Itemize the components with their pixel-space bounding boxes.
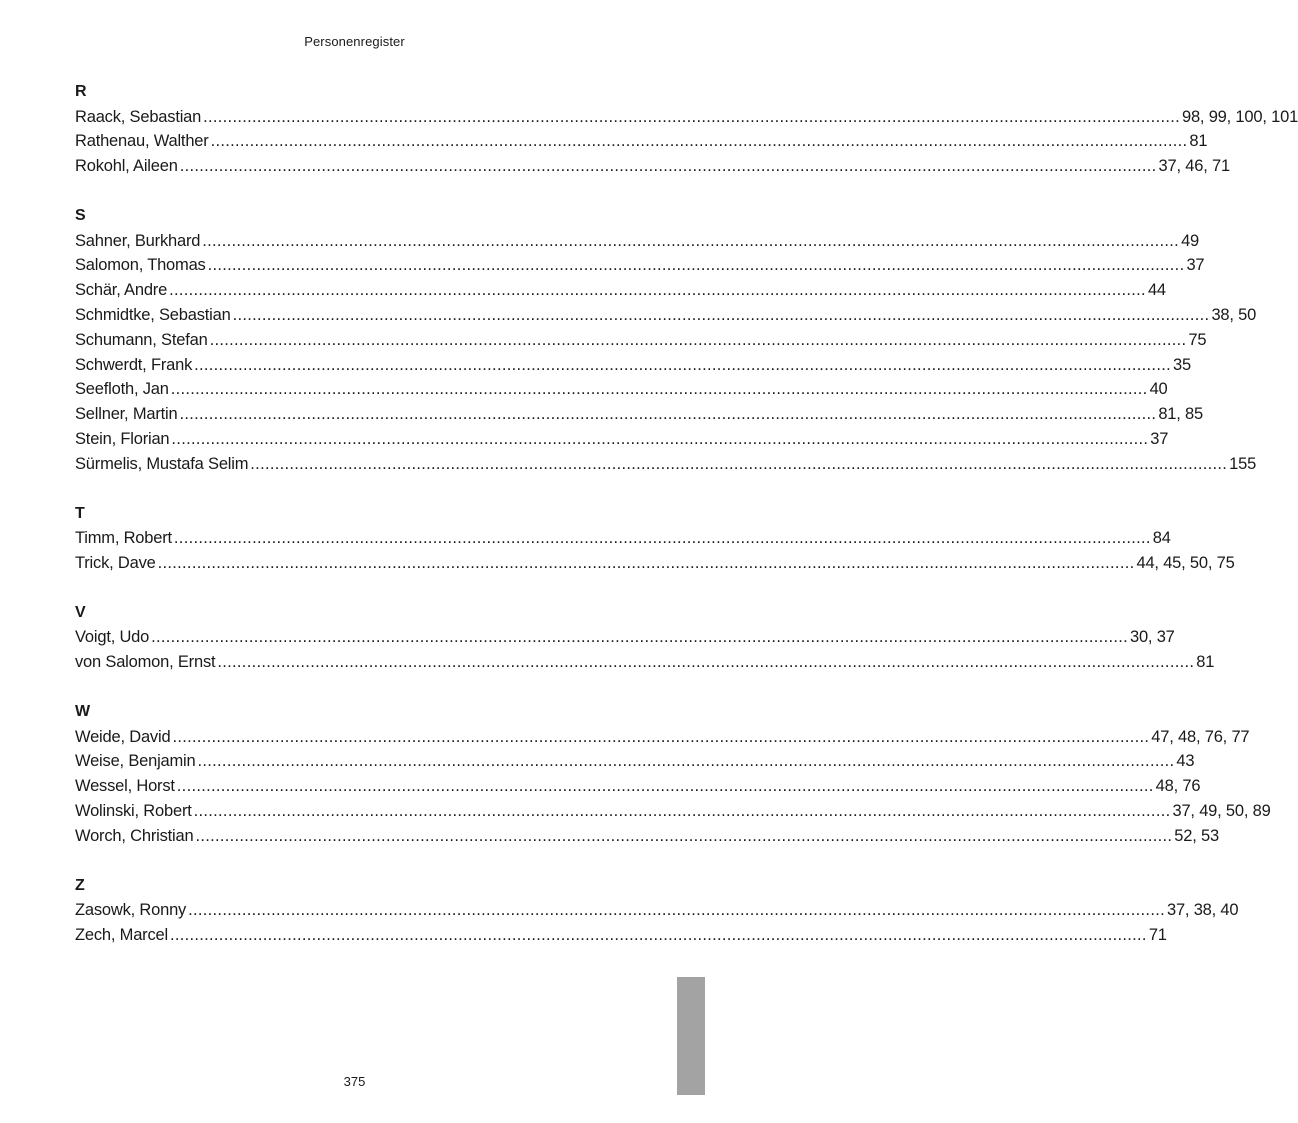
dot-leader: ........................................................................................................................................................................................................ <box>217 653 1195 672</box>
dot-leader: ........................................................................................................................................................................................................ <box>170 380 1148 399</box>
dot-leader: ........................................................................................................................................................................................................ <box>193 801 1171 820</box>
index-entry <box>75 377 1168 402</box>
index-entry <box>75 625 1175 650</box>
entry-pages: 35 <box>1172 355 1191 374</box>
index-entry <box>75 328 1207 353</box>
entry-pages: 81 <box>1196 653 1215 672</box>
dot-leader: ........................................................................................................................................................................................................ <box>194 355 1171 374</box>
entry-name: Trick, Dave <box>75 553 156 572</box>
dot-leader: ........................................................................................................................................................................................................ <box>197 752 1175 771</box>
index-section-t <box>75 502 1235 576</box>
entry-name: Wolinski, Robert <box>75 801 192 820</box>
dot-leader: ........................................................................................................................................................................................................ <box>151 628 1128 647</box>
entry-pages: 48, 76 <box>1155 777 1201 796</box>
index-entry <box>75 129 1208 154</box>
entry-name: Weise, Benjamin <box>75 752 196 771</box>
entry-pages: 81, 85 <box>1158 405 1203 424</box>
entry-pages: 81 <box>1189 132 1208 151</box>
dot-leader: ........................................................................................................................................................................................................ <box>172 727 1150 746</box>
index-section-v <box>75 601 1215 675</box>
dot-leader: ........................................................................................................................................................................................................ <box>232 305 1210 324</box>
dot-leader: ........................................................................................................................................................................................................ <box>209 330 1187 349</box>
entry-pages: 37 <box>1150 429 1169 448</box>
index-entry <box>75 427 1169 452</box>
entry-pages: 98, 99, 100, 101 <box>1181 107 1298 126</box>
index-entry <box>75 749 1195 774</box>
dot-leader: ........................................................................................................................................................................................................ <box>173 529 1151 548</box>
dot-leader: ........................................................................................................................................................................................................ <box>169 281 1146 300</box>
page-number: 375 <box>343 1074 366 1089</box>
entry-pages: 43 <box>1176 752 1195 771</box>
entry-name: von Salomon, Ernst <box>75 653 216 672</box>
entry-pages: 44 <box>1147 281 1166 300</box>
entry-pages: 37, 38, 40 <box>1166 901 1239 920</box>
index-entry <box>75 774 1201 799</box>
entry-pages: 38, 50 <box>1211 305 1257 324</box>
index-entry <box>75 526 1171 551</box>
entry-pages: 40 <box>1149 380 1168 399</box>
index-entry <box>75 253 1205 278</box>
dot-leader: ........................................................................................................................................................................................................ <box>157 553 1135 572</box>
dot-leader: ........................................................................................................................................................................................................ <box>210 132 1188 151</box>
entry-name: Rathenau, Walther <box>75 132 209 151</box>
dot-leader: ........................................................................................................................................................................................................ <box>202 231 1180 250</box>
dot-leader: ........................................................................................................................................................................................................ <box>169 925 1147 944</box>
section-letter: Z <box>75 876 85 894</box>
index-entry <box>75 452 1257 477</box>
index-entry <box>75 402 1203 427</box>
entry-name: Seefloth, Jan <box>75 380 169 399</box>
index-entry <box>75 923 1167 948</box>
dot-leader: ........................................................................................................................................................................................................ <box>171 429 1149 448</box>
entry-name: Salomon, Thomas <box>75 256 206 275</box>
dot-leader: ........................................................................................................................................................................................................ <box>179 405 1157 424</box>
entry-name: Schär, Andre <box>75 281 168 300</box>
index-entry <box>75 551 1235 576</box>
section-letter: V <box>75 603 86 621</box>
entry-name: Sahner, Burkhard <box>75 231 201 250</box>
entry-pages: 52, 53 <box>1174 826 1219 845</box>
index-section-z <box>75 874 1239 948</box>
index-entry <box>75 105 1298 130</box>
entry-name: Schwerdt, Frank <box>75 355 193 374</box>
entry-pages: 44, 45, 50, 75 <box>1136 553 1235 572</box>
thumb-index-tab <box>677 977 705 1095</box>
dot-leader: ........................................................................................................................................................................................................ <box>207 256 1185 275</box>
index-entry <box>75 824 1219 849</box>
dot-leader: ........................................................................................................................................................................................................ <box>188 901 1165 920</box>
entry-pages: 30, 37 <box>1129 628 1175 647</box>
entry-pages: 155 <box>1229 454 1257 473</box>
dot-leader: ........................................................................................................................................................................................................ <box>176 777 1154 796</box>
dot-leader: ........................................................................................................................................................................................................ <box>250 454 1228 473</box>
section-letter: S <box>75 206 86 224</box>
entry-name: Zech, Marcel <box>75 925 168 944</box>
index-section-s <box>75 204 1257 477</box>
entry-name: Schmidtke, Sebastian <box>75 305 231 324</box>
entry-name: Wessel, Horst <box>75 777 175 796</box>
entry-name: Sellner, Martin <box>75 405 178 424</box>
entry-name: Worch, Christian <box>75 826 194 845</box>
index-entry <box>75 898 1239 923</box>
entry-pages: 71 <box>1148 925 1167 944</box>
entry-name: Rokohl, Aileen <box>75 157 178 176</box>
person-index <box>75 80 1298 973</box>
entry-pages: 49 <box>1181 231 1200 250</box>
entry-name: Voigt, Udo <box>75 628 150 647</box>
entry-name: Zasowk, Ronny <box>75 901 187 920</box>
index-section-w <box>75 700 1271 849</box>
entry-name: Stein, Florian <box>75 429 170 448</box>
index-entry <box>75 278 1166 303</box>
index-entry <box>75 303 1257 328</box>
dot-leader: ........................................................................................................................................................................................................ <box>195 826 1173 845</box>
entry-pages: 37, 46, 71 <box>1158 157 1230 176</box>
dot-leader: ........................................................................................................................................................................................................ <box>203 107 1180 126</box>
entry-name: Weide, David <box>75 727 171 746</box>
entry-pages: 47, 48, 76, 77 <box>1151 727 1250 746</box>
entry-pages: 37, 49, 50, 89 <box>1172 801 1271 820</box>
dot-leader: ........................................................................................................................................................................................................ <box>179 157 1157 176</box>
entry-pages: 84 <box>1152 529 1171 548</box>
running-head: Personenregister <box>304 34 405 49</box>
entry-pages: 75 <box>1188 330 1207 349</box>
entry-name: Raack, Sebastian <box>75 107 202 126</box>
index-entry <box>75 799 1271 824</box>
section-letter: R <box>75 83 87 100</box>
entry-name: Timm, Robert <box>75 529 172 548</box>
index-entry <box>75 154 1230 179</box>
index-entry <box>75 353 1191 378</box>
entry-name: Schumann, Stefan <box>75 330 208 349</box>
section-letter: W <box>75 702 91 720</box>
index-entry <box>75 725 1250 750</box>
section-letter: T <box>75 504 85 522</box>
index-entry <box>75 650 1215 675</box>
entry-name: Sürmelis, Mustafa Selim <box>75 454 249 473</box>
index-section-r <box>75 80 1298 179</box>
index-entry <box>75 229 1200 254</box>
entry-pages: 37 <box>1186 256 1205 275</box>
